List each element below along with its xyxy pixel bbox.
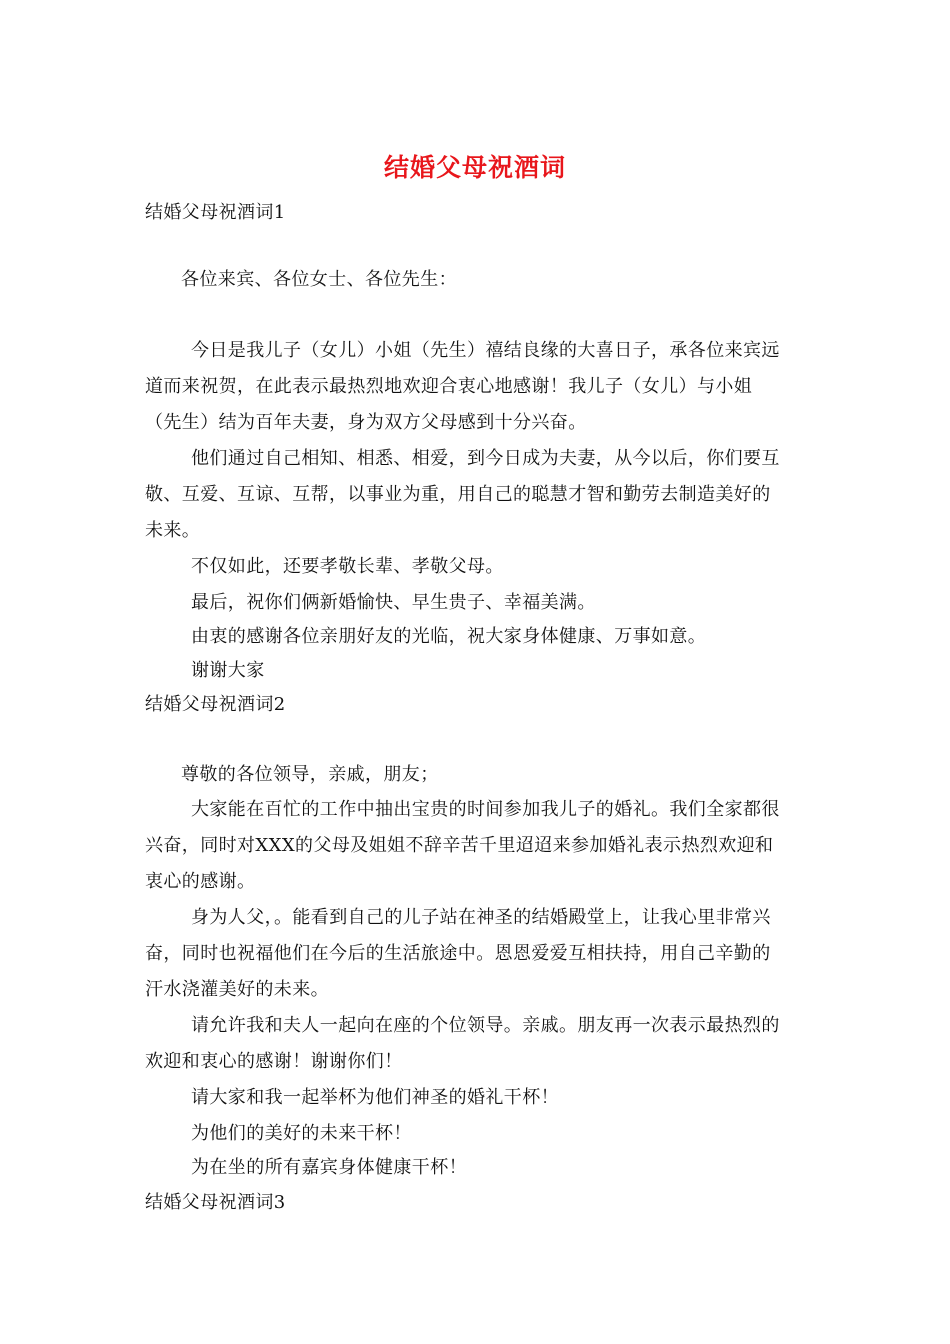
section-heading: 结婚父母祝酒词3 — [145, 1192, 286, 1213]
paragraph-line: 衷心的感谢。 — [145, 871, 256, 892]
paragraph-line: 汗水浇灌美好的未来。 — [145, 979, 329, 1000]
paragraph-line: 不仅如此，还要孝敬长辈、孝敬父母。 — [191, 556, 504, 577]
paragraph-line: 今日是我儿子（女儿）小姐（先生）禧结良缘的大喜日子，承各位来宾远 — [191, 340, 780, 361]
paragraph-line: 奋，同时也祝福他们在今后的生活旅途中。恩恩爱爱互相扶持，用自己辛勤的 — [145, 943, 771, 964]
paragraph-line: 大家能在百忙的工作中抽出宝贵的时间参加我儿子的婚礼。我们全家都很 — [191, 799, 780, 820]
paragraph-line: 最后，祝你们俩新婚愉快、早生贵子、幸福美满。 — [191, 592, 596, 613]
section-heading: 结婚父母祝酒词2 — [145, 694, 286, 715]
document-title: 结婚父母祝酒词 — [383, 153, 566, 182]
paragraph-line: 由衷的感谢各位亲朋好友的光临，祝大家身体健康、万事如意。 — [191, 626, 707, 647]
paragraph-line: 欢迎和衷心的感谢！谢谢你们！ — [145, 1051, 403, 1072]
paragraph-line: 道而来祝贺，在此表示最热烈地欢迎合衷心地感谢！我儿子（女儿）与小姐 — [145, 376, 753, 397]
paragraph-line: 请允许我和夫人一起向在座的个位领导。亲戚。朋友再一次表示最热烈的 — [191, 1015, 780, 1036]
paragraph-line: 未来。 — [145, 520, 201, 541]
paragraph-line: 他们通过自己相知、相悉、相爱，到今日成为夫妻，从今以后，你们要互 — [191, 448, 780, 469]
paragraph-line: 请大家和我一起举杯为他们神圣的婚礼干杯！ — [191, 1087, 559, 1108]
paragraph-line: 为他们的美好的未来干杯！ — [191, 1123, 412, 1144]
paragraph-line: 为在坐的所有嘉宾身体健康干杯！ — [191, 1157, 467, 1178]
salutation: 尊敬的各位领导，亲戚，朋友； — [181, 764, 439, 785]
paragraph-line: 谢谢大家 — [191, 660, 265, 681]
section-heading: 结婚父母祝酒词1 — [145, 202, 286, 223]
salutation: 各位来宾、各位女士、各位先生： — [181, 269, 457, 290]
paragraph-line: 身为人父，。能看到自己的儿子站在神圣的结婚殿堂上，让我心里非常兴 — [191, 907, 771, 928]
paragraph-line: 敬、互爱、互谅、互帮，以事业为重，用自己的聪慧才智和勤劳去制造美好的 — [145, 484, 771, 505]
paragraph-line: 兴奋，同时对XXX的父母及姐姐不辞辛苦千里迢迢来参加婚礼表示热烈欢迎和 — [145, 835, 774, 856]
paragraph-line: （先生）结为百年夫妻，身为双方父母感到十分兴奋。 — [145, 412, 587, 433]
